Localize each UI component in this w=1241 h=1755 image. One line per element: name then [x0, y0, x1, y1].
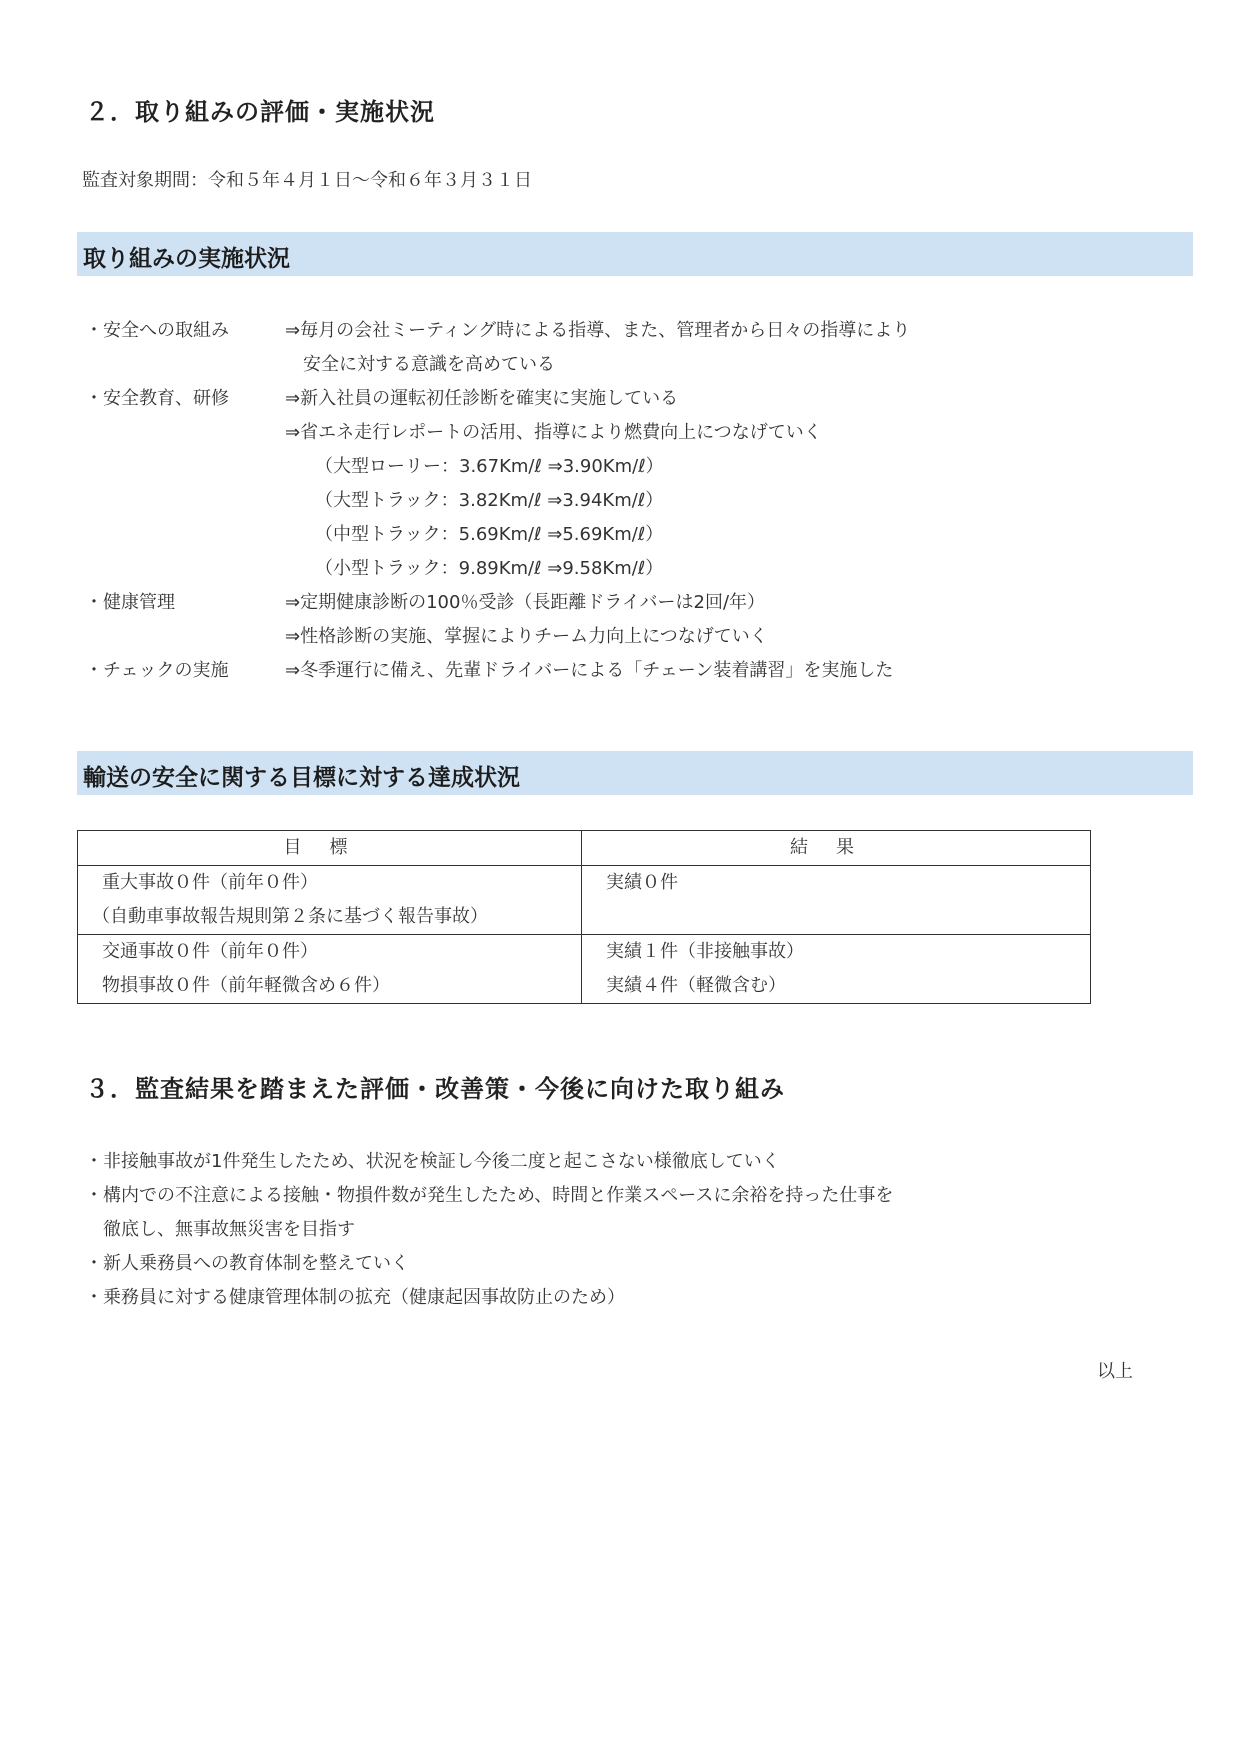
item-label: ・チェックの実施 [85, 660, 229, 681]
fuel-economy-line: （大型ローリー：3.67Km/ℓ ⇒3.90Km/ℓ） [315, 456, 664, 477]
item-text: 安全に対する意識を高めている [303, 354, 555, 375]
list-item [85, 518, 1185, 552]
list-item [85, 314, 1185, 348]
list-item: 徹底し、無事故無災害を目指す [103, 1219, 355, 1240]
closing-mark: 以上 [1097, 1361, 1133, 1382]
goal-column-header: 目標 [78, 831, 582, 866]
item-text: ⇒性格診断の実施、掌握によりチーム力向上につなげていく [285, 626, 768, 647]
list-item [85, 586, 1185, 620]
item-text: ⇒新入社員の運転初任診断を確実に実施している [285, 388, 679, 409]
implementation-list [85, 314, 1185, 688]
audit-period: 監査対象期間：令和５年４月１日～令和６年３月３１日 [82, 170, 532, 191]
cell-text: 物損事故０件（前年軽微含め６件） [102, 975, 390, 996]
table-row [78, 866, 1091, 935]
fuel-economy-line: （大型トラック：3.82Km/ℓ ⇒3.94Km/ℓ） [315, 490, 664, 511]
item-label: ・安全教育、研修 [85, 388, 229, 409]
list-item [85, 552, 1185, 586]
section3-title: ３．監査結果を踏まえた評価・改善策・今後に向けた取り組み [85, 1075, 785, 1103]
table-row [78, 935, 1091, 1004]
implementation-title: 取り組みの実施状況 [83, 246, 290, 272]
cell-text: 交通事故０件（前年０件） [102, 941, 318, 962]
goal-cell [78, 935, 582, 1004]
item-text: ⇒毎月の会社ミーティング時による指導、また、管理者から日々の指導により [285, 320, 911, 341]
list-item [85, 620, 1185, 654]
list-item [85, 416, 1185, 450]
list-item: ・新人乗務員への教育体制を整えていく [85, 1253, 409, 1274]
item-label: ・安全への取組み [85, 320, 229, 341]
goal-cell [78, 866, 582, 935]
fuel-economy-line: （小型トラック：9.89Km/ℓ ⇒9.58Km/ℓ） [315, 558, 664, 579]
item-text: ⇒省エネ走行レポートの活用、指導により燃費向上につなげていく [285, 422, 822, 443]
item-label: ・健康管理 [85, 592, 175, 613]
list-item: ・構内での不注意による接触・物損件数が発生したため、時間と作業スペースに余裕を持った仕事を [85, 1185, 894, 1206]
implementation-header-band [77, 232, 1193, 276]
targets-header-band [77, 751, 1193, 795]
list-item: ・乗務員に対する健康管理体制の拡充（健康起因事故防止のため） [85, 1287, 625, 1308]
item-text: ⇒冬季運行に備え、先輩ドライバーによる「チェーン装着講習」を実施した [285, 660, 894, 681]
cell-text: 実績１件（非接触事故） [606, 941, 804, 962]
targets-title: 輸送の安全に関する目標に対する達成状況 [83, 765, 520, 791]
targets-table [77, 830, 1091, 1004]
item-text: ⇒定期健康診断の100％受診（長距離ドライバーは2回/年） [285, 592, 766, 613]
result-cell [582, 866, 1091, 935]
improvement-list [85, 1145, 1185, 1315]
list-item [85, 450, 1185, 484]
result-column-header: 結果 [582, 831, 1091, 866]
cell-text: （自動車事故報告規則第２条に基づく報告事故） [92, 906, 488, 927]
section2-title: ２．取り組みの評価・実施状況 [85, 98, 435, 126]
list-item [85, 382, 1185, 416]
list-item [85, 654, 1185, 688]
cell-text: 実績４件（軽微含む） [606, 975, 786, 996]
table-header-row [78, 831, 1091, 866]
list-item: ・非接触事故が1件発生したため、状況を検証し今後二度と起こさない様徹底していく [85, 1151, 780, 1172]
result-cell [582, 935, 1091, 1004]
fuel-economy-line: （中型トラック：5.69Km/ℓ ⇒5.69Km/ℓ） [315, 524, 664, 545]
list-item [85, 484, 1185, 518]
list-item [85, 348, 1185, 382]
cell-text: 実績０件 [606, 872, 678, 893]
cell-text: 重大事故０件（前年０件） [102, 872, 318, 893]
